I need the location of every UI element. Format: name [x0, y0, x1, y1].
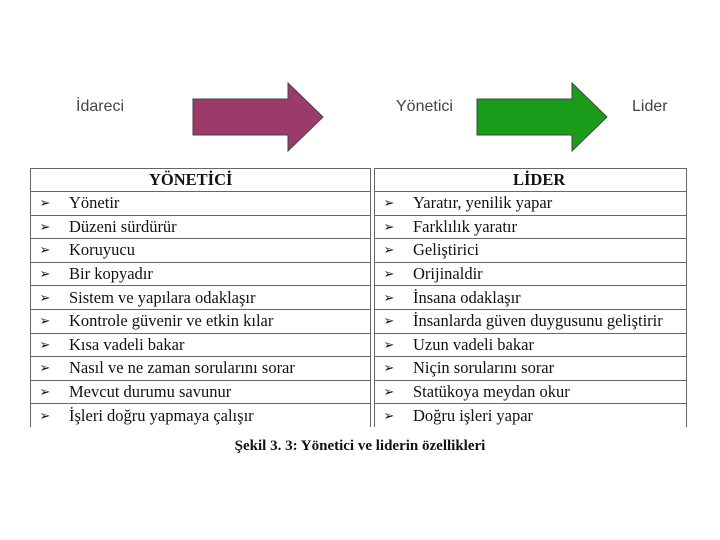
arrow-bullet-icon: ➢	[39, 360, 51, 376]
cell-lider	[375, 239, 687, 263]
cell-lider	[375, 333, 687, 357]
cell-lider	[375, 380, 687, 404]
arrow-bullet-icon: ➢	[383, 313, 395, 329]
table-row	[31, 380, 687, 404]
arrow-bullet-icon: ➢	[383, 407, 395, 423]
cell-yonetici	[31, 286, 371, 310]
cell-yonetici	[31, 192, 371, 216]
cell-lider	[375, 309, 687, 333]
arrow-bullet-icon: ➢	[383, 242, 395, 258]
cell-text: Nasıl ve ne zaman sorularını sorar	[69, 358, 295, 378]
arrow-bullet-icon: ➢	[39, 218, 51, 234]
cell-lider	[375, 404, 687, 427]
table-row	[31, 192, 687, 216]
comparison-table	[30, 168, 687, 427]
cell-text: Yaratır, yenilik yapar	[413, 193, 553, 213]
cell-text: İnsanlarda güven duygusunu geliştirir	[413, 311, 663, 331]
cell-lider	[375, 357, 687, 381]
header-lider: LİDER	[375, 169, 687, 192]
table-row	[31, 357, 687, 381]
arrow-bullet-icon: ➢	[383, 218, 395, 234]
header-yonetici: YÖNETİCİ	[31, 169, 371, 192]
flow-label-yonetici: Yönetici	[396, 98, 453, 115]
arrow-bullet-icon: ➢	[39, 336, 51, 352]
arrow-bullet-icon: ➢	[39, 384, 51, 400]
arrow-bullet-icon: ➢	[39, 242, 51, 258]
arrow-bullet-icon: ➢	[383, 384, 395, 400]
arrow-bullet-icon: ➢	[383, 289, 395, 305]
arrow-bullet-icon: ➢	[383, 336, 395, 352]
cell-text: Koruyucu	[69, 240, 135, 260]
cell-text: Statükoya meydan okur	[413, 382, 570, 402]
flow-label-lider: Lider	[632, 98, 668, 115]
cell-yonetici	[31, 404, 371, 427]
cell-lider	[375, 215, 687, 239]
cell-text: Uzun vadeli bakar	[413, 334, 534, 354]
figure-caption: Şekil 3. 3: Yönetici ve liderin özellikleri	[234, 438, 486, 454]
cell-yonetici	[31, 333, 371, 357]
arrow-bullet-icon: ➢	[383, 195, 395, 211]
table-header-row	[31, 169, 687, 192]
cell-text: Yönetir	[69, 193, 120, 213]
cell-yonetici	[31, 262, 371, 286]
flow-label-idareci: İdareci	[76, 98, 125, 115]
table-row	[31, 215, 687, 239]
table-row	[31, 262, 687, 286]
arrow-bullet-icon: ➢	[39, 313, 51, 329]
cell-text: Kısa vadeli bakar	[69, 334, 185, 354]
arrow-bullet-icon: ➢	[383, 360, 395, 376]
table-row	[31, 333, 687, 357]
arrow-right-icon	[476, 82, 608, 152]
cell-text: İşleri doğru yapmaya çalışır	[69, 405, 254, 425]
arrow-bullet-icon: ➢	[39, 266, 51, 282]
arrow-bullet-icon: ➢	[383, 266, 395, 282]
arrow-right-icon	[192, 82, 324, 152]
table-row	[31, 286, 687, 310]
table-row	[31, 309, 687, 333]
arrow-bullet-icon: ➢	[39, 289, 51, 305]
cell-text: Kontrole güvenir ve etkin kılar	[69, 311, 274, 331]
cell-yonetici	[31, 357, 371, 381]
cell-text: Doğru işleri yapar	[413, 405, 534, 425]
cell-lider	[375, 286, 687, 310]
cell-text: Bir kopyadır	[69, 264, 153, 284]
cell-text: Düzeni sürdürür	[69, 216, 177, 236]
cell-text: Niçin sorularını sorar	[413, 358, 555, 378]
cell-lider	[375, 262, 687, 286]
cell-text: Mevcut durumu savunur	[69, 382, 232, 402]
arrow-bullet-icon: ➢	[39, 407, 51, 423]
cell-text: Farklılık yaratır	[413, 216, 518, 236]
cell-text: İnsana odaklaşır	[413, 287, 521, 307]
cell-text: Orijinaldir	[413, 264, 483, 284]
arrow-bullet-icon: ➢	[39, 195, 51, 211]
cell-text: Geliştirici	[413, 240, 479, 260]
cell-text: Sistem ve yapılara odaklaşır	[69, 287, 256, 307]
cell-yonetici	[31, 239, 371, 263]
cell-lider	[375, 192, 687, 216]
cell-yonetici	[31, 380, 371, 404]
cell-yonetici	[31, 309, 371, 333]
table-row	[31, 239, 687, 263]
table-row	[31, 404, 687, 427]
cell-yonetici	[31, 215, 371, 239]
